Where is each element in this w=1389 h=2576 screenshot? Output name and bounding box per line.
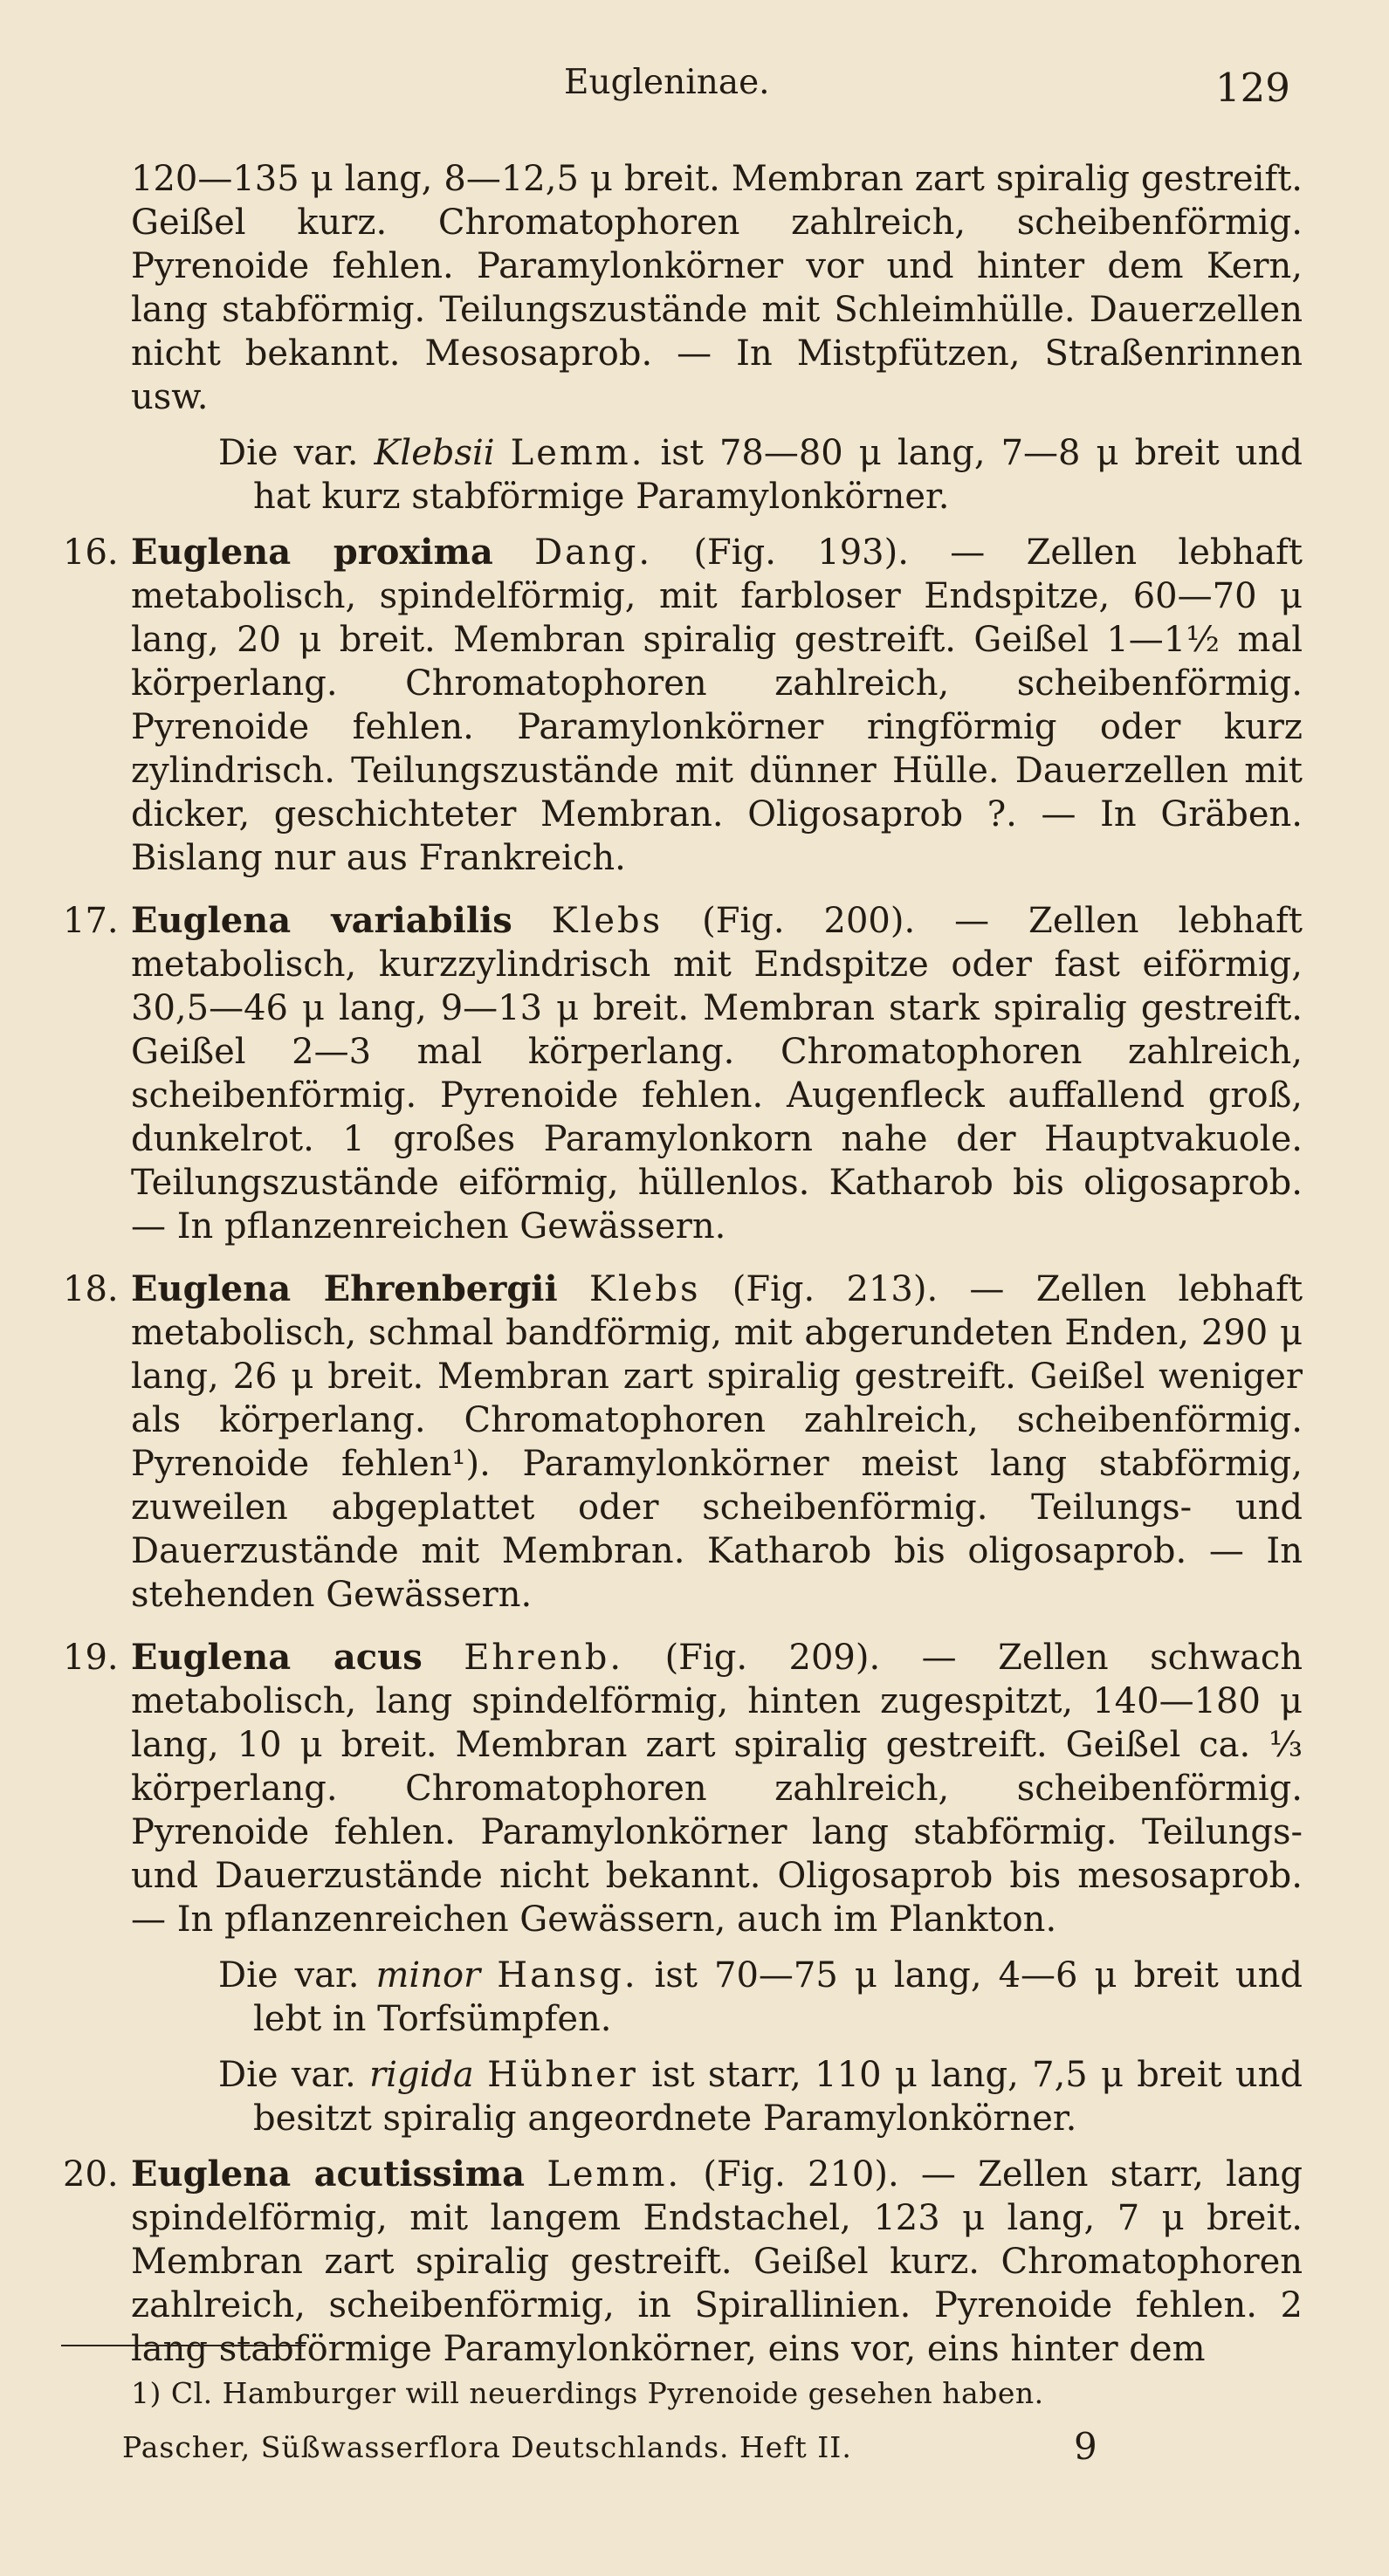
- species-name: Euglena proxima: [131, 532, 493, 573]
- species-author: Klebs: [551, 901, 664, 941]
- entry-text: (Fig. 210). — Zellen starr, lang spindelförmig, mit langem Endstachel, 123 μ lang, 7 μ breit. Membran zart spiralig gestreift. Geißel kurz. Chromatophoren zahlreich, scheibenförmig, in Spirallinien. Pyrenoide fehlen. 2 lang stabförmige Paramylonkörner, eins vor, eins hinter dem: [131, 2154, 1303, 2369]
- species-author: Lemm.: [547, 2154, 682, 2195]
- entry-text: (Fig. 193). — Zellen lebhaft metabolisch, spindelförmig, mit farbloser Endspitze, 60—70 μ lang, 20 μ breit. Membran spiralig gestreift. Geißel 1—1½ mal körperlang. Chromatophoren zahlreich, scheibenförmig. Pyrenoide fehlen. Paramylonkörner ringförmig oder kurz zylindrisch. Teilungszustände mit dünner Hülle. Dauerzellen mit dicker, geschichteter Membran. Oligosaprob ?. — In Gräben. Bislang nur aus Frankreich.: [131, 532, 1303, 878]
- variety-rigida: [131, 2053, 1303, 2140]
- entry-17: [63, 899, 1303, 1248]
- page-number: 129: [1215, 65, 1290, 111]
- var-name: rigida: [369, 2055, 474, 2095]
- entry-number: 18.: [63, 1269, 119, 1309]
- entry-number: 19.: [63, 1638, 119, 1678]
- var-prefix: Die var.: [218, 433, 359, 473]
- footnote: 1) Cl. Hamburger will neuerdings Pyrenoide gesehen haben.: [131, 2376, 1044, 2410]
- variety-klebsii: [131, 431, 1303, 519]
- var-name: Klebsii: [374, 433, 495, 473]
- signature-mark: 9: [1074, 2425, 1098, 2468]
- page-header: [0, 63, 1389, 115]
- entry-number: 17.: [63, 901, 119, 941]
- species-name: Euglena Ehrenbergii: [131, 1268, 558, 1309]
- species-author: Dang.: [534, 532, 653, 573]
- continuation-paragraph: 120—135 μ lang, 8—12,5 μ breit. Membran zart spiralig gestreift. Geißel kurz. Chromatophoren zahlreich, scheibenförmig. Pyrenoide fehlen. Paramylonkörner vor und hinter dem Kern, lang stabförmig. Teilungszustände mit Schleimhülle. Dauerzellen nicht bekannt. Mesosaprob. — In Mistpfützen, Straßenrinnen usw.: [131, 159, 1303, 417]
- species-author: Ehrenb.: [464, 1638, 624, 1678]
- entry-number: 16.: [63, 532, 119, 573]
- entry-text: (Fig. 200). — Zellen lebhaft metabolisch, kurzzylindrisch mit Endspitze oder fast eiförmig, 30,5—46 μ lang, 9—13 μ breit. Membran stark spiralig gestreift. Geißel 2—3 mal körperlang. Chromatophoren zahlreich, scheibenförmig. Pyrenoide fehlen. Augenfleck auffallend groß, dunkelrot. 1 großes Paramylonkorn nahe der Hauptvakuole. Teilungszustände eiförmig, hüllenlos. Katharob bis oligosaprob. — In pflanzenreichen Gewässern.: [131, 901, 1303, 1247]
- species-name: Euglena acutissima: [131, 2154, 526, 2195]
- entry-text: (Fig. 213). — Zellen lebhaft metabolisch, schmal bandförmig, mit abgerundeten Enden, 290 μ lang, 26 μ breit. Membran zart spiralig gestreift. Geißel weniger als körperlang. Chromatophoren zahlreich, scheibenförmig. Pyrenoide fehlen¹). Paramylonkörner meist lang stabförmig, zuweilen abgeplattet oder scheibenförmig. Teilungs- und Dauerzustände mit Membran. Katharob bis oligosaprob. — In stehenden Gewässern.: [131, 1269, 1303, 1615]
- entry-19: [63, 1636, 1303, 1941]
- var-text: ist 70—75 μ lang, 4—6 μ breit und lebt in Torfsümpfen.: [253, 1955, 1303, 2039]
- body-text: [63, 157, 1303, 2390]
- var-author: Hansg.: [497, 1955, 638, 1996]
- publication-line: Pascher, Süßwasserflora Deutschlands. Heft II.: [122, 2430, 852, 2464]
- var-author: Lemm.: [510, 433, 645, 473]
- var-prefix: Die var.: [218, 1955, 360, 1996]
- var-text: ist starr, 110 μ lang, 7,5 μ breit und besitzt spiralig angeordnete Paramylonkörner.: [253, 2055, 1303, 2139]
- species-name: Euglena variabilis: [131, 900, 512, 941]
- var-author: Hübner: [487, 2055, 638, 2095]
- entry-20: [63, 2153, 1303, 2371]
- entry-text: (Fig. 209). — Zellen schwach metabolisch, lang spindelförmig, hinten zugespitzt, 140—180 μ lang, 10 μ breit. Membran zart spiralig gestreift. Geißel ca. ⅓ körperlang. Chromatophoren zahlreich, scheibenförmig. Pyrenoide fehlen. Paramylonkörner lang stabförmig. Teilungs- und Dauerzustände nicht bekannt. Oligosaprob bis mesosaprob. — In pflanzenreichen Gewässern, auch im Plankton.: [131, 1638, 1303, 1940]
- entry-16: [63, 531, 1303, 880]
- var-name: minor: [375, 1955, 481, 1996]
- var-prefix: Die var.: [218, 2055, 356, 2095]
- running-title: Eugleninae.: [564, 63, 770, 102]
- species-name: Euglena acus: [131, 1637, 423, 1678]
- species-author: Klebs: [588, 1269, 701, 1309]
- var-text: ist 78—80 μ lang, 7—8 μ breit und hat kurz stabförmige Paramylonkörner.: [253, 433, 1303, 517]
- footnote-divider: [61, 2345, 306, 2346]
- entry-18: [63, 1267, 1303, 1617]
- variety-minor: [131, 1954, 1303, 2041]
- entry-number: 20.: [63, 2154, 119, 2195]
